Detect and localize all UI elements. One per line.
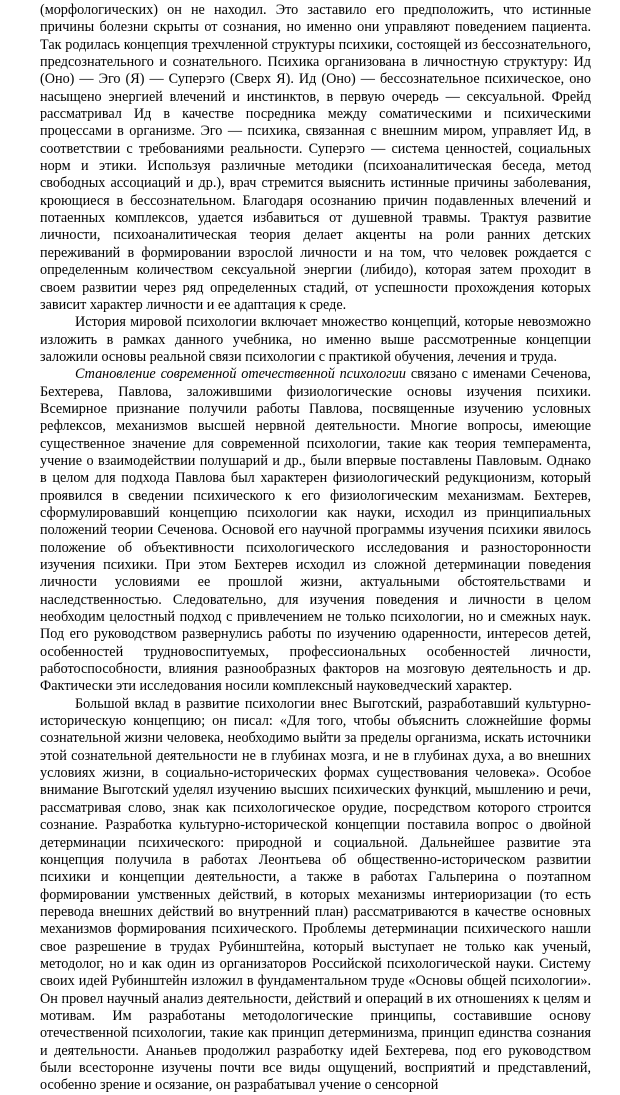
paragraph-national-psychology: [40, 366, 591, 696]
paragraph-freud-structure: (морфологических) он не находил. Это заставило его предположить, что истинные причины болезни скрыты от сознания, но именно они управляют поведением пациента. Так родилась концепция трехчленной структуры психики, состоящей из бессознательного, предсознательного и сознательного. Психика организована в личностную структуру: Ид (Оно) — Эго (Я) — Суперэго (Сверх Я). Ид (Оно) — бессознательное психическое, оно насыщено энергией влечений и инстинктов, в первую очередь — сексуальной. Фрейд рассматривал Ид в качестве посредника между соматическими и психическими процессами в организме. Эго — психика, связанная с внешним миром, управляет Ид, в соответствии с требованиями реальности. Суперэго — система ценностей, социальных норм и этики. Используя различные методики (психоаналитическая беседа, метод свободных ассоциаций и др.), врач стремится выяснить истинные причины заболевания, кроющиеся в бессознательном. Благодаря осознанию причин подавленных влечений и потаенных комплексов, удается избавиться от душевной травмы. Трактуя развитие личности, психоаналитическая теория делает акценты на роли ранних детских переживаний в формировании взрослой личности и на том, что человек рождается с определенным количеством сексуальной энергии (либидо), которая затем проходит в своем развитии через ряд определенных стадий, от успешности прохождения которых зависит характер личности и ее адаптация к среде.: [40, 2, 591, 313]
italic-lead-phrase: Становление современной отечественной психологии: [75, 366, 407, 383]
paragraph-world-psychology: История мировой психологии включает множество концепций, которые невозможно изложить в рамках данного учебника, но именно выше рассмотренные концепции заложили основы реальной связи психологии с практикой обучения, лечения и труда.: [40, 314, 591, 365]
paragraph-vygotsky: Большой вклад в развитие психологии внес Выготский, разработавший культурно-историческую концепцию; он писал: «Для того, чтобы объяснить сложнейшие формы сознательной жизни человека, необходимо выйти за пределы организма, искать источники этой сознательной деятельности не в глубинах мозга, и не в глубинах духа, а во внешних условиях жизни, в социально-исторических формах существования человека». Особое внимание Выготский уделял изучению высших психических функций, мышлению и речи, рассматривая слово, знак как психологическое орудие, посредством которого строится сознание. Разработка культурно-исторической концепции поставила вопрос о двойной детерминации психического: природной и социальной. Дальнейшее развитие эта концепция получила в работах Леонтьева об общественно-историческом развитии психики и концепции деятельности, а также в работах Гальперина о поэтапном формировании умственных действий, в которых механизмы интериоризации (то есть перевода внешних действий во внутренний план) рассматриваются в качестве основных механизмов формирования психического. Проблемы детерминации психического нашли свое разрешение в трудах Рубинштейна, который выступает не только как ученый, методолог, но и как один из организаторов Российской психологической науки. Систему своих идей Рубинштейн изложил в фундаментальном труде «Основы общей психологии». Он провел научный анализ деятельности, действий и операций в их отношениях к целям и мотивам. Им разработаны методологические принципы, составившие основу отечественной психологии, такие как принцип детерминизма, принцип единства сознания и деятельности. Ананьев продолжил разработку идей Бехтерева, под его руководством были всесторонне изучены почти все виды ощущений, восприятий и представлений, особенно зрение и осязание, он разрабатывал учение о сенсорной: [40, 695, 591, 1094]
paragraph-body: связано с именами Сеченова, Бехтерева, Павлова, заложившими физиологические основы изучения психики. Всемирное признание получили работы Павлова, посвященные изучению условных рефлексов, механизмов высшей нервной деятельности. Многие вопросы, имеющие существенное значение для современной психологии, такие как теория темперамента, учение о взаимодействии полушарий и др., были впервые поставлены Павловым. Однако в целом для подхода Павлова был характерен физиологический редукционизм, который проявился в сведении психического к его физиологическим механизмам. Бехтерев, сформулировавший концепцию психологии как науки, исходил из принципиальных положений теории Сеченова. Основой его научной программы изучения психики явилось положение об объективности психологического исследования и разносторонности изучения психики. При этом Бехтерев исходил из сложной детерминации поведения личности условиями ее прошлой жизни, актуальными обстоятельствами и наследственностью. Следовательно, для изучения поведения и личности в целом необходим целостный подход с привлечением не только психологии, но и смежных наук. Под его руководством развернулись работы по изучению одаренности, интересов детей, особенностей трудновоспитуемых, профессиональных особенностей личности, работоспособности, влияния разнообразных факторов на мозговую деятельность и др. Фактически эти исследования носили комплексный науковедческий характер.: [40, 366, 591, 695]
document-page: [40, 2, 591, 1095]
